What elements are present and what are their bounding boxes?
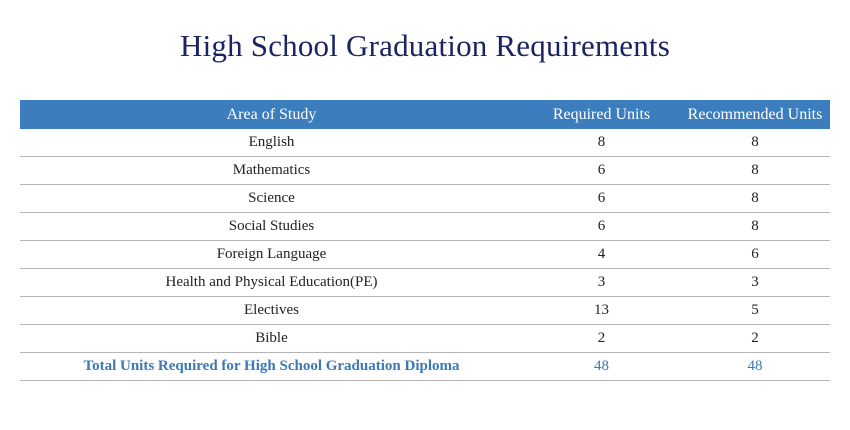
- cell-area: Health and Physical Education(PE): [20, 269, 523, 297]
- cell-recommended: 8: [680, 129, 830, 157]
- table-row: [20, 213, 830, 241]
- cell-recommended: 3: [680, 269, 830, 297]
- cell-recommended: 8: [680, 213, 830, 241]
- cell-area: Electives: [20, 297, 523, 325]
- cell-recommended: 8: [680, 185, 830, 213]
- total-recommended: 48: [680, 353, 830, 381]
- cell-required: 3: [523, 269, 680, 297]
- table-row: [20, 129, 830, 157]
- header-required-units: Required Units: [523, 100, 680, 129]
- cell-recommended: 2: [680, 325, 830, 353]
- cell-required: 6: [523, 185, 680, 213]
- page-title: High School Graduation Requirements: [180, 28, 670, 63]
- cell-required: 6: [523, 213, 680, 241]
- table-row: [20, 325, 830, 353]
- total-label: Total Units Required for High School Graduation Diploma: [20, 353, 523, 381]
- table-row: [20, 269, 830, 297]
- table-row: [20, 297, 830, 325]
- cell-area: Science: [20, 185, 523, 213]
- cell-recommended: 5: [680, 297, 830, 325]
- cell-area: Social Studies: [20, 213, 523, 241]
- cell-required: 4: [523, 241, 680, 269]
- header-recommended-units: Recommended Units: [680, 100, 830, 129]
- table-header-row: [20, 100, 830, 129]
- cell-area: Foreign Language: [20, 241, 523, 269]
- cell-area: Mathematics: [20, 157, 523, 185]
- cell-recommended: 8: [680, 157, 830, 185]
- table-row: [20, 241, 830, 269]
- cell-required: 6: [523, 157, 680, 185]
- table-row: [20, 185, 830, 213]
- table-row: [20, 157, 830, 185]
- cell-recommended: 6: [680, 241, 830, 269]
- cell-required: 8: [523, 129, 680, 157]
- total-row: [20, 353, 830, 381]
- cell-area: English: [20, 129, 523, 157]
- total-required: 48: [523, 353, 680, 381]
- cell-required: 2: [523, 325, 680, 353]
- cell-required: 13: [523, 297, 680, 325]
- requirements-table: [20, 100, 830, 381]
- cell-area: Bible: [20, 325, 523, 353]
- header-area-of-study: Area of Study: [20, 100, 523, 129]
